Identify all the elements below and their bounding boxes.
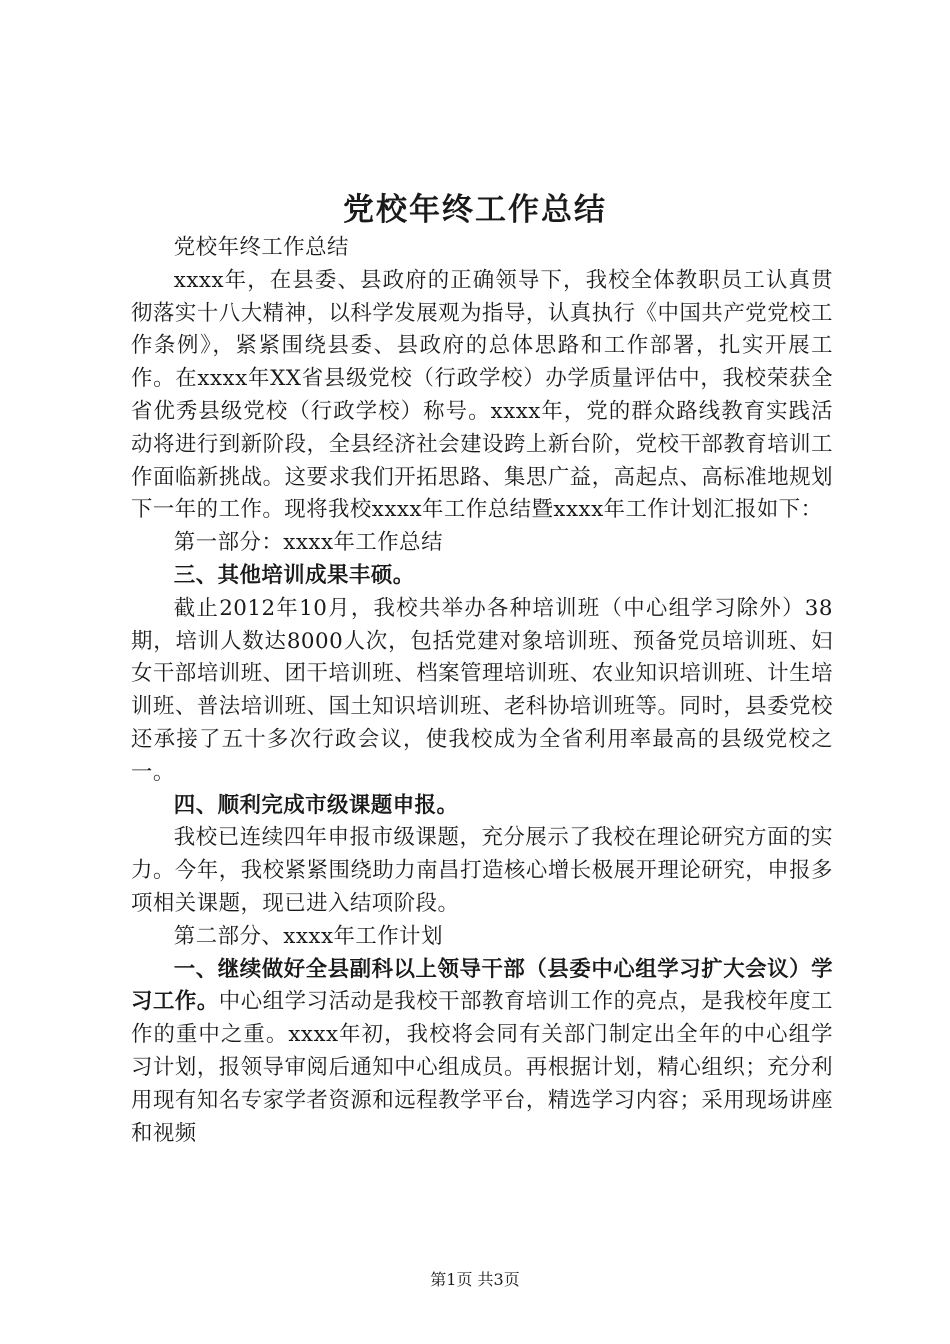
bold-heading: 三、其他培训成果丰硕。 <box>173 562 415 588</box>
paragraph: 我校已连续四年申报市级课题，充分展示了我校在理论研究方面的实力。今年，我校紧紧围绕助力南昌打造核心增长极展开理论研究，申报多项相关课题，现已进入结项阶段。 <box>131 825 833 916</box>
page-footer: 第1页 共3页 <box>430 1270 520 1289</box>
paragraph: xxxx年，在县委、县政府的正确领导下，我校全体教职员工认真贯彻落实十八大精神，以科学发展观为指导，认真执行《中国共产党党校工作条例》，紧紧围绕县委、县政府的总体思路和工作部署，扎实开展工作。在xxxx年XX省县级党校（行政学校）办学质量评估中，我校荣获全省优秀县级党校（行政学校）称号。xxxx年，党的群众路线教育实践活动将进行到新阶段，全县经济社会建设跨上新台阶，党校干部教育培训工作面临新挑战。这要求我们开拓思路、集思广益，高起点、高标准地规划下一年的工作。现将我校xxxx年工作总结暨xxxx年工作计划汇报如下： <box>131 267 833 523</box>
paragraph-text: 中心组学习活动是我校干部教育培训工作的亮点，是我校年度工作的重中之重。xxxx年初，我校将会同有关部门制定出全年的中心组学习计划，报领导审阅后通知中心组成员。再根据计划，精心组织；充分利用现有知名专家学者资源和远程教学平台，精选学习内容；采用现场讲座和视频 <box>131 989 833 1146</box>
section-heading: 第二部分、xxxx年工作计划 <box>173 923 443 949</box>
bold-lead: 一、继续做好全县副科以上领导干部（县委中心组学习扩大会议）学习工作。 <box>131 956 833 1015</box>
section-heading: 第一部分：xxxx年工作总结 <box>173 530 443 556</box>
document-body <box>131 232 833 1150</box>
paragraph: 截止2012年10月，我校共举办各种培训班（中心组学习除外）38期，培训人数达8000人次，包括党建对象培训班、预备党员培训班、妇女干部培训班、团干培训班、档案管理培训班、农业知识培训班、计生培训班、普法培训班、国土知识培训班、老科协培训班等。同时，县委党校还承接了五十多次行政会议，使我校成为全省利用率最高的县级党校之一。 <box>131 595 833 785</box>
paragraph-with-bold-lead <box>131 954 833 1151</box>
paragraph: 党校年终工作总结 <box>173 235 349 260</box>
bold-heading: 四、顺利完成市级课题申报。 <box>173 792 459 818</box>
document-title: 党校年终工作总结 <box>343 192 607 228</box>
